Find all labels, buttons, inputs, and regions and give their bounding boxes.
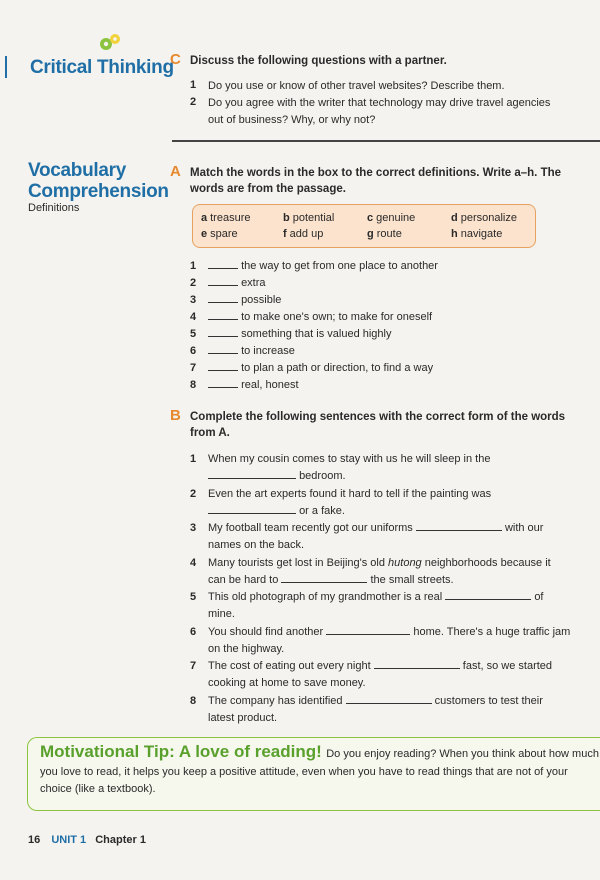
answer-blank[interactable] bbox=[416, 520, 502, 531]
answer-blank[interactable] bbox=[208, 258, 238, 269]
answer-blank[interactable] bbox=[208, 309, 238, 320]
definition-item: 1 the way to get from one place to another bbox=[190, 260, 438, 272]
answer-blank[interactable] bbox=[208, 275, 238, 286]
answer-blank[interactable] bbox=[445, 589, 531, 600]
answer-blank[interactable] bbox=[326, 624, 410, 635]
chapter-label: Chapter 1 bbox=[95, 834, 146, 846]
answer-blank[interactable] bbox=[281, 572, 367, 583]
sentence-item: 5 This old photograph of my grandmother is a real of bbox=[190, 591, 544, 603]
word-b: b potential bbox=[283, 212, 335, 224]
word-d: d personalize bbox=[451, 212, 517, 224]
tip-body-line3: choice (like a textbook). bbox=[40, 783, 156, 795]
section-a-instruction: Match the words in the box to the correct definitions. Write a–h. The words are from the passage. bbox=[190, 167, 562, 195]
definition-item: 4 to make one's own; to make for oneself bbox=[190, 311, 433, 323]
page-footer bbox=[28, 834, 146, 846]
answer-blank[interactable] bbox=[208, 377, 238, 388]
definition-item: 6 to increase bbox=[190, 345, 295, 357]
definition-item: 3 possible bbox=[190, 294, 282, 306]
section-c-instruction: Discuss the following questions with a partner. bbox=[190, 55, 447, 67]
tip-title: Motivational Tip: A love of reading! bbox=[40, 742, 322, 761]
vocab-title: Vocabulary Comprehension bbox=[28, 160, 169, 202]
definition-item: 2 extra bbox=[190, 277, 266, 289]
answer-blank[interactable] bbox=[208, 503, 296, 514]
section-c-letter: C bbox=[170, 51, 181, 68]
vocab-subtitle: Definitions bbox=[28, 202, 80, 214]
tip-body-line1: Do you enjoy reading? When you think about how much bbox=[326, 748, 599, 760]
word-e: e spare bbox=[201, 228, 238, 240]
answer-blank[interactable] bbox=[208, 343, 238, 354]
answer-blank[interactable] bbox=[208, 360, 238, 371]
word-h: h navigate bbox=[451, 228, 503, 240]
section-a-letter: A bbox=[170, 163, 181, 180]
answer-blank[interactable] bbox=[374, 658, 460, 669]
word-f: f add up bbox=[283, 228, 324, 240]
answer-blank[interactable] bbox=[208, 468, 296, 479]
gear-icon bbox=[98, 32, 122, 59]
critical-thinking-title: Critical Thinking bbox=[30, 57, 174, 78]
definition-item: 5 something that is valued highly bbox=[190, 328, 392, 340]
word-c: c genuine bbox=[367, 212, 416, 224]
sentence-item: 3 My football team recently got our uniforms with our bbox=[190, 522, 544, 534]
word-box bbox=[192, 204, 536, 248]
page-number: 16 bbox=[28, 834, 41, 846]
sentences-list: 1 When my cousin comes to stay with us he will sleep in the bedroom. 2 Even the art experts found it hard to tell if the painting was or a fake. 3 My football team recently got our uniforms with our names on the back. 4 Many tourists get lost in Beijing's old hutong neighborhoods because it can be hard to the small streets. 5 This old photograph of my grandmother is a real of mine. 6 You should find another home. There's a huge traffic jam on the highway. 7 The cost of eating out every night fast, so we started cooking at home to save money. 8 The company has identified customers to test their latest product. bbox=[190, 453, 571, 724]
answer-blank[interactable] bbox=[346, 693, 432, 704]
section-b-letter: B bbox=[170, 407, 181, 424]
definition-item: 8 real, honest bbox=[190, 379, 299, 391]
margin-bar bbox=[5, 56, 7, 78]
answer-blank[interactable] bbox=[208, 292, 238, 303]
sentence-item: 6 You should find another home. There's a huge traffic jam bbox=[190, 626, 571, 638]
sentence-item: 7 The cost of eating out every night fast, so we started bbox=[190, 660, 553, 672]
sentence-item: 2 Even the art experts found it hard to tell if the painting was bbox=[190, 488, 492, 500]
word-a: a treasure bbox=[201, 212, 251, 224]
sentence-item: 8 The company has identified customers to test their bbox=[190, 695, 543, 707]
sentence-item: 1 When my cousin comes to stay with us he will sleep in the bbox=[190, 453, 491, 465]
motivational-tip-box bbox=[27, 737, 600, 811]
section-divider bbox=[172, 140, 600, 142]
tip-body-line2: you love to read, it helps you keep a positive attitude, even when you have to read things that are not of your bbox=[40, 766, 568, 778]
word-g: g route bbox=[367, 228, 402, 240]
unit-label: UNIT 1 bbox=[51, 834, 87, 846]
definition-item: 7 to plan a path or direction, to find a way bbox=[190, 362, 434, 374]
answer-blank[interactable] bbox=[208, 326, 238, 337]
sentence-item: 4 Many tourists get lost in Beijing's old hutong neighborhoods because it bbox=[190, 557, 551, 569]
section-b-instruction: Complete the following sentences with the correct form of the words from A. bbox=[190, 411, 566, 439]
